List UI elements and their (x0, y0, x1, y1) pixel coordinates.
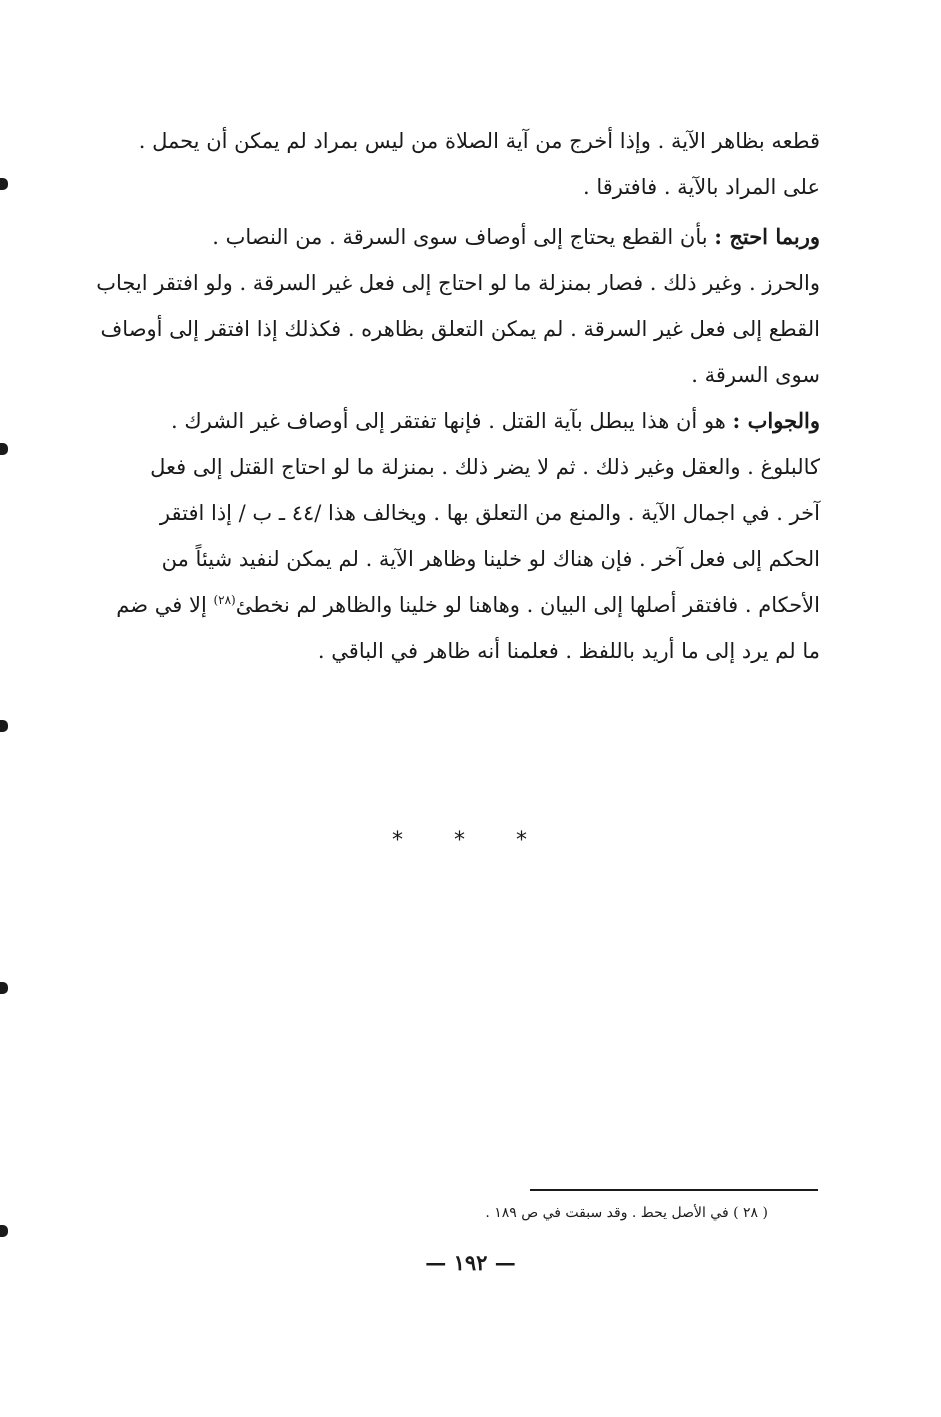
paragraph-3-line-5 (116, 582, 820, 628)
paragraph-1-line-2: على المراد بالآية . فافترقا . (582, 175, 820, 199)
paragraph-3 (116, 398, 820, 674)
page-number: — ١٩٢ — (425, 1250, 516, 1275)
scan-margin-mark (0, 982, 8, 994)
paragraph-3-line-6: ما لم يرد إلى ما أريد باللفظ . فعلمنا أنه ظاهر في الباقي . (317, 639, 820, 663)
paragraph-2-line-3: القطع إلى فعل غير السرقة . لم يمكن التعلق بظاهره . فكذلك إذا افتقر إلى أوصاف (100, 317, 820, 341)
paragraph-3-lead: والجواب : (732, 408, 820, 433)
paragraph-3-line-5-end: إلا في ضم (116, 593, 214, 617)
footnote-reference: (٢٨) (213, 593, 236, 607)
paragraph-3-line-4: الحكم إلى فعل آخر . فإن هناك لو خلينا وظاهر الآية . لم يمكن لنفيد شيئاً من (161, 547, 820, 571)
paragraph-2 (96, 214, 820, 398)
footnote-text: ( ٢٨ ) في الأصل يحط . وقد سبقت في ص ١٨٩ . (485, 1205, 768, 1221)
paragraph-3-line-3: آخر . في اجمال الآية . والمنع من التعلق بها . ويخالف هذا /٤٤ ـ ب / إذا افتقر (159, 501, 820, 525)
paragraph-1 (136, 118, 820, 210)
scan-margin-mark (0, 720, 8, 732)
footnote-divider (530, 1189, 818, 1191)
paragraph-2-line-1 (136, 214, 820, 260)
paragraph-3-line-1-text: هو أن هذا يبطل بآية القتل . فإنها تفتقر إلى أوصاف غير الشرك . (171, 409, 733, 433)
scan-margin-mark (0, 443, 8, 455)
paragraph-3-line-2: كالبلوغ . والعقل وغير ذلك . ثم لا يضر ذلك . بمنزلة ما لو احتاج القتل إلى فعل (150, 455, 820, 479)
paragraph-2-line-4: سوى السرقة . (691, 363, 820, 387)
paragraph-1-line-1: قطعه بظاهر الآية . وإذا أخرج من آية الصلاة من ليس بمراد لم يمكن أن يحمل . (138, 129, 820, 153)
paragraph-3-line-1 (136, 398, 820, 444)
paragraph-2-line-1-text: بأن القطع يحتاج إلى أوصاف سوى السرقة . من النصاب . (212, 225, 715, 249)
paragraph-2-line-2: والحرز . وغير ذلك . فصار بمنزلة ما لو احتاج إلى فعل غير السرقة . ولو افتقر ايجاب (96, 271, 820, 295)
scan-margin-mark (0, 1225, 8, 1237)
paragraph-2-lead: وربما احتج : (714, 224, 820, 249)
section-separator: * * * (392, 828, 549, 853)
paragraph-3-line-5-start: الأحكام . فافتقر أصلها إلى البيان . وهاهنا لو خلينا والظاهر لم نخطئ (235, 593, 820, 617)
scan-margin-mark (0, 178, 8, 190)
